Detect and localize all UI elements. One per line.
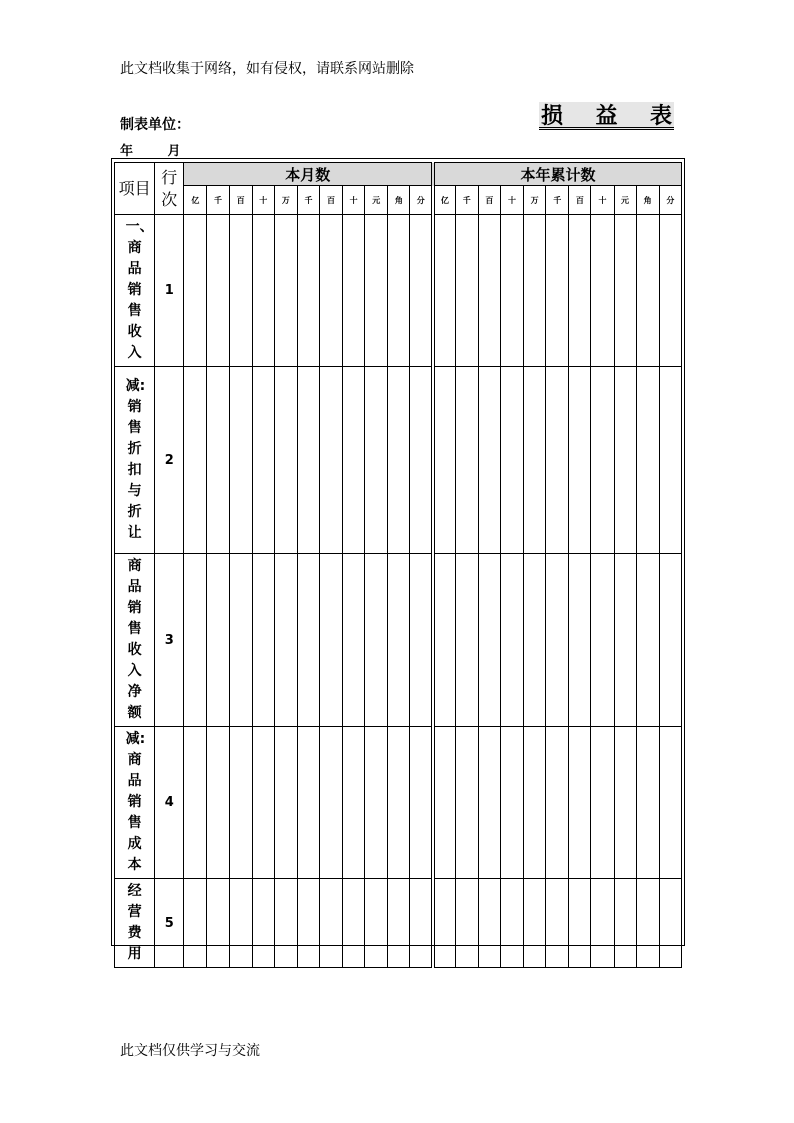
- year-amount-cell[interactable]: [636, 554, 659, 727]
- row-line-number: 4: [155, 727, 184, 879]
- digit-header: 百: [229, 186, 252, 215]
- title-char: 益: [595, 104, 618, 129]
- year-amount-cell[interactable]: [433, 879, 455, 968]
- table-row: [115, 215, 682, 367]
- year-amount-cell[interactable]: [614, 215, 636, 367]
- month-amount-cell[interactable]: [297, 879, 319, 968]
- year-amount-cell[interactable]: [614, 367, 636, 554]
- year-amount-cell[interactable]: [455, 367, 478, 554]
- digit-header: 万: [524, 186, 546, 215]
- col-header-item: 项目: [115, 163, 155, 215]
- digit-header: 千: [207, 186, 229, 215]
- title-char: 损: [541, 104, 564, 129]
- income-statement-table: [114, 162, 682, 968]
- header-note: 此文档收集于网络，如有侵权，请联系网站删除: [120, 61, 414, 77]
- month-amount-cell[interactable]: [274, 554, 297, 727]
- table-row: [115, 879, 682, 968]
- month-amount-cell[interactable]: [252, 554, 274, 727]
- month-amount-cell[interactable]: [274, 727, 297, 879]
- group-header-month: 本月数: [184, 163, 433, 186]
- year-amount-cell[interactable]: [546, 727, 569, 879]
- month-amount-cell[interactable]: [184, 215, 207, 367]
- unit-label: 制表单位：: [120, 117, 190, 133]
- year-label: 年: [120, 144, 134, 159]
- digit-header: 千: [546, 186, 569, 215]
- year-amount-cell[interactable]: [614, 879, 636, 968]
- month-amount-cell[interactable]: [320, 367, 343, 554]
- digit-header: 角: [636, 186, 659, 215]
- month-amount-cell[interactable]: [388, 215, 410, 367]
- digit-header: 千: [297, 186, 319, 215]
- month-amount-cell[interactable]: [410, 367, 433, 554]
- col-header-line: 行次: [155, 163, 184, 215]
- date-row: [120, 140, 181, 159]
- row-item-label: 减:商品销售成本: [115, 727, 155, 879]
- month-amount-cell[interactable]: [388, 727, 410, 879]
- month-amount-cell[interactable]: [252, 215, 274, 367]
- year-amount-cell[interactable]: [500, 554, 523, 727]
- year-amount-cell[interactable]: [478, 879, 500, 968]
- month-amount-cell[interactable]: [343, 879, 365, 968]
- row-item-label: 经营费用: [115, 879, 155, 968]
- year-amount-cell[interactable]: [591, 554, 614, 727]
- month-amount-cell[interactable]: [207, 727, 229, 879]
- digit-header: 百: [569, 186, 591, 215]
- year-amount-cell[interactable]: [478, 554, 500, 727]
- digit-header: 十: [500, 186, 523, 215]
- month-amount-cell[interactable]: [343, 215, 365, 367]
- year-amount-cell[interactable]: [569, 879, 591, 968]
- year-amount-cell[interactable]: [614, 727, 636, 879]
- income-statement-table-frame: [111, 158, 685, 962]
- year-amount-cell[interactable]: [478, 367, 500, 554]
- year-amount-cell[interactable]: [524, 367, 546, 554]
- month-amount-cell[interactable]: [274, 879, 297, 968]
- month-amount-cell[interactable]: [410, 554, 433, 727]
- month-amount-cell[interactable]: [388, 879, 410, 968]
- digit-header: 百: [320, 186, 343, 215]
- year-amount-cell[interactable]: [433, 727, 455, 879]
- year-amount-cell[interactable]: [569, 727, 591, 879]
- year-amount-cell[interactable]: [591, 727, 614, 879]
- digit-header: 千: [455, 186, 478, 215]
- month-amount-cell[interactable]: [297, 367, 319, 554]
- row-line-number: 3: [155, 554, 184, 727]
- digit-header: 角: [388, 186, 410, 215]
- year-amount-cell[interactable]: [569, 554, 591, 727]
- digit-header: 十: [343, 186, 365, 215]
- month-amount-cell[interactable]: [343, 554, 365, 727]
- month-amount-cell[interactable]: [252, 367, 274, 554]
- year-amount-cell[interactable]: [455, 727, 478, 879]
- month-amount-cell[interactable]: [410, 879, 433, 968]
- year-amount-cell[interactable]: [478, 727, 500, 879]
- digit-header: 百: [478, 186, 500, 215]
- year-amount-cell[interactable]: [524, 215, 546, 367]
- year-amount-cell[interactable]: [636, 879, 659, 968]
- month-amount-cell[interactable]: [207, 879, 229, 968]
- month-amount-cell[interactable]: [207, 367, 229, 554]
- digit-header: 万: [274, 186, 297, 215]
- year-amount-cell[interactable]: [524, 879, 546, 968]
- month-amount-cell[interactable]: [343, 367, 365, 554]
- year-amount-cell[interactable]: [636, 727, 659, 879]
- month-amount-cell[interactable]: [274, 367, 297, 554]
- month-amount-cell[interactable]: [229, 727, 252, 879]
- month-amount-cell[interactable]: [320, 554, 343, 727]
- year-amount-cell[interactable]: [569, 215, 591, 367]
- digit-header: 十: [252, 186, 274, 215]
- year-amount-cell[interactable]: [659, 554, 681, 727]
- month-amount-cell[interactable]: [274, 215, 297, 367]
- digit-header: 元: [365, 186, 388, 215]
- month-amount-cell[interactable]: [207, 215, 229, 367]
- digit-header: 亿: [184, 186, 207, 215]
- month-amount-cell[interactable]: [229, 879, 252, 968]
- year-amount-cell[interactable]: [546, 554, 569, 727]
- year-amount-cell[interactable]: [455, 554, 478, 727]
- digit-header: 十: [591, 186, 614, 215]
- year-amount-cell[interactable]: [591, 367, 614, 554]
- month-amount-cell[interactable]: [320, 727, 343, 879]
- month-amount-cell[interactable]: [320, 879, 343, 968]
- group-header-year: 本年累计数: [433, 163, 681, 186]
- month-amount-cell[interactable]: [252, 879, 274, 968]
- month-amount-cell[interactable]: [365, 554, 388, 727]
- month-amount-cell[interactable]: [410, 215, 433, 367]
- digit-header: 分: [410, 186, 433, 215]
- month-amount-cell[interactable]: [320, 215, 343, 367]
- row-line-number: 5: [155, 879, 184, 968]
- table-row: [115, 727, 682, 879]
- year-amount-cell[interactable]: [659, 215, 681, 367]
- year-amount-cell[interactable]: [500, 727, 523, 879]
- title-char: 表: [649, 104, 672, 129]
- month-amount-cell[interactable]: [229, 554, 252, 727]
- year-amount-cell[interactable]: [455, 215, 478, 367]
- month-amount-cell[interactable]: [388, 367, 410, 554]
- month-amount-cell[interactable]: [365, 727, 388, 879]
- year-amount-cell[interactable]: [524, 554, 546, 727]
- page-title: [539, 102, 674, 130]
- row-item-label: 一、商品销售收入: [115, 215, 155, 367]
- month-amount-cell[interactable]: [365, 215, 388, 367]
- row-item-label: 商品销售收入净额: [115, 554, 155, 727]
- month-amount-cell[interactable]: [184, 554, 207, 727]
- year-amount-cell[interactable]: [591, 879, 614, 968]
- year-amount-cell[interactable]: [433, 554, 455, 727]
- year-amount-cell[interactable]: [546, 367, 569, 554]
- year-amount-cell[interactable]: [500, 215, 523, 367]
- month-amount-cell[interactable]: [388, 554, 410, 727]
- row-line-number: 1: [155, 215, 184, 367]
- footer-note: 此文档仅供学习与交流: [120, 1043, 260, 1059]
- digit-header: 元: [614, 186, 636, 215]
- month-amount-cell[interactable]: [184, 727, 207, 879]
- year-amount-cell[interactable]: [636, 215, 659, 367]
- month-amount-cell[interactable]: [365, 879, 388, 968]
- month-amount-cell[interactable]: [297, 554, 319, 727]
- month-amount-cell[interactable]: [365, 367, 388, 554]
- year-amount-cell[interactable]: [478, 215, 500, 367]
- year-amount-cell[interactable]: [636, 367, 659, 554]
- table-row: [115, 554, 682, 727]
- year-amount-cell[interactable]: [433, 367, 455, 554]
- year-amount-cell[interactable]: [614, 554, 636, 727]
- month-amount-cell[interactable]: [297, 727, 319, 879]
- year-amount-cell[interactable]: [659, 879, 681, 968]
- year-amount-cell[interactable]: [524, 727, 546, 879]
- month-amount-cell[interactable]: [297, 215, 319, 367]
- month-amount-cell[interactable]: [184, 367, 207, 554]
- month-amount-cell[interactable]: [184, 879, 207, 968]
- year-amount-cell[interactable]: [659, 367, 681, 554]
- row-line-number: 2: [155, 367, 184, 554]
- month-amount-cell[interactable]: [229, 367, 252, 554]
- month-amount-cell[interactable]: [229, 215, 252, 367]
- year-amount-cell[interactable]: [569, 367, 591, 554]
- year-amount-cell[interactable]: [433, 215, 455, 367]
- year-amount-cell[interactable]: [455, 879, 478, 968]
- year-amount-cell[interactable]: [659, 727, 681, 879]
- year-amount-cell[interactable]: [500, 367, 523, 554]
- month-amount-cell[interactable]: [252, 727, 274, 879]
- month-label: 月: [167, 144, 181, 159]
- month-amount-cell[interactable]: [207, 554, 229, 727]
- month-amount-cell[interactable]: [343, 727, 365, 879]
- year-amount-cell[interactable]: [546, 215, 569, 367]
- digit-header: 亿: [433, 186, 455, 215]
- year-amount-cell[interactable]: [500, 879, 523, 968]
- row-item-label: 减:销售折扣与折让: [115, 367, 155, 554]
- year-amount-cell[interactable]: [591, 215, 614, 367]
- digit-header: 分: [659, 186, 681, 215]
- month-amount-cell[interactable]: [410, 727, 433, 879]
- digit-header-row: [115, 186, 682, 215]
- table-row: [115, 367, 682, 554]
- year-amount-cell[interactable]: [546, 879, 569, 968]
